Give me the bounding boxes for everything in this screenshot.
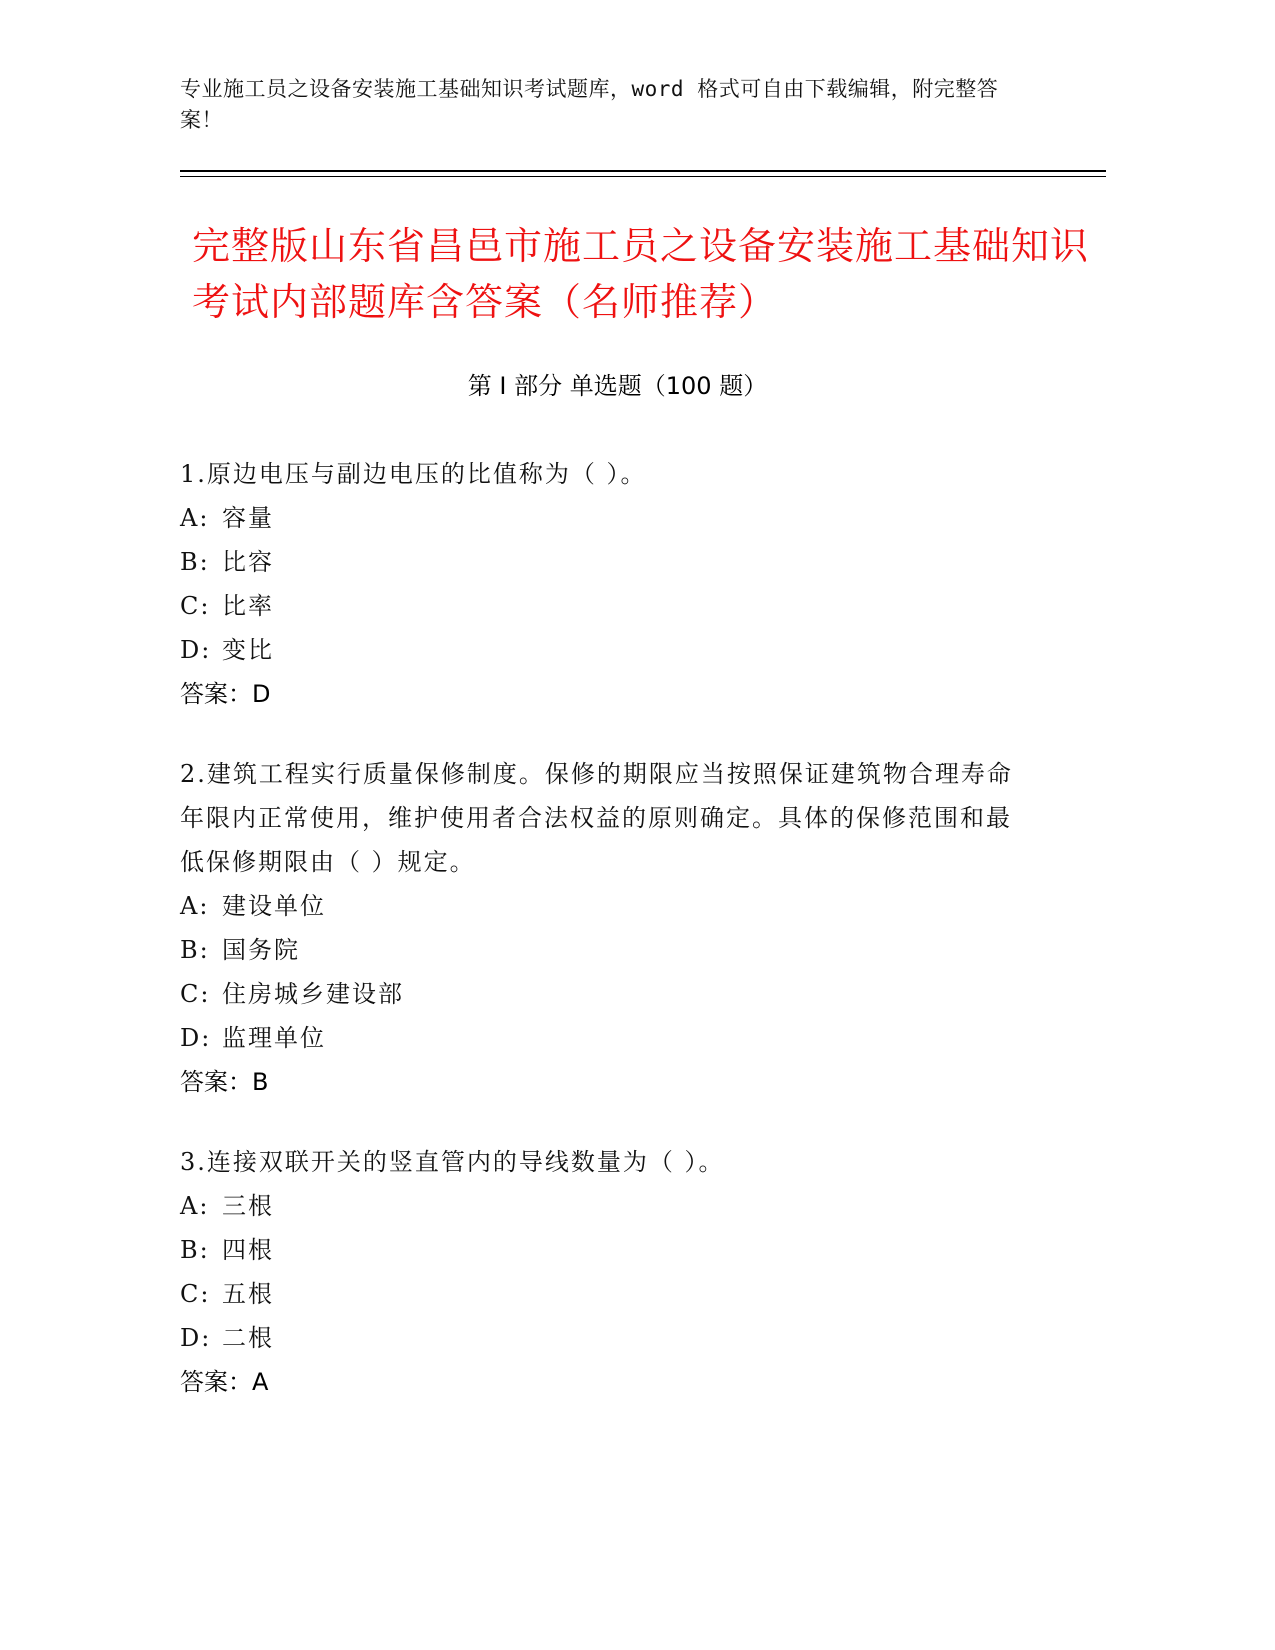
option-text: 四根 xyxy=(222,1236,274,1264)
answer-line: 答案：A xyxy=(180,1368,269,1396)
option-b xyxy=(180,928,1020,972)
option-text: 三根 xyxy=(222,1192,274,1220)
option-c xyxy=(180,972,1020,1016)
option-letter: C: xyxy=(180,980,211,1008)
option-letter: C: xyxy=(180,592,211,620)
option-c xyxy=(180,584,1020,628)
option-text: 国务院 xyxy=(222,936,300,964)
question-stem: 3.连接双联开关的竖直管内的导线数量为（ ）。 xyxy=(180,1148,725,1176)
option-text: 建设单位 xyxy=(222,892,326,920)
option-letter: A: xyxy=(180,1192,210,1220)
option-text: 五根 xyxy=(222,1280,274,1308)
answer-line: 答案：B xyxy=(180,1068,269,1096)
option-text: 住房城乡建设部 xyxy=(222,980,404,1008)
question-3 xyxy=(180,1140,1020,1404)
option-letter: D: xyxy=(180,1024,212,1052)
option-letter: B: xyxy=(180,936,210,964)
question-1 xyxy=(180,452,1020,716)
option-text: 变比 xyxy=(222,636,274,664)
option-b xyxy=(180,1228,1020,1272)
option-letter: A: xyxy=(180,504,210,532)
header-note: 专业施工员之设备安装施工基础知识考试题库，word 格式可自由下载编辑，附完整答案！ xyxy=(180,77,999,132)
option-text: 比容 xyxy=(222,548,274,576)
option-letter: B: xyxy=(180,1236,210,1264)
option-letter: A: xyxy=(180,892,210,920)
question-2 xyxy=(180,752,1020,1104)
option-a xyxy=(180,1184,1020,1228)
header-rule-thick xyxy=(180,170,1106,172)
option-letter: B: xyxy=(180,548,210,576)
document-title: 完整版山东省昌邑市施工员之设备安装施工基础知识考试内部题库含答案（名师推荐） xyxy=(192,224,1090,324)
header-rule-thin xyxy=(180,176,1106,177)
section-title: 第 I 部分 单选题（100 题） xyxy=(467,372,768,400)
answer-line: 答案：D xyxy=(180,680,271,708)
option-d xyxy=(180,1016,1020,1060)
option-letter: C: xyxy=(180,1280,211,1308)
option-text: 二根 xyxy=(222,1324,274,1352)
question-stem: 2.建筑工程实行质量保修制度。保修的期限应当按照保证建筑物合理寿命年限内正常使用，维护使用者合法权益的原则确定。具体的保修范围和最低保修期限由（ ）规定。 xyxy=(180,760,1013,876)
option-b xyxy=(180,540,1020,584)
option-text: 监理单位 xyxy=(222,1024,326,1052)
question-stem: 1.原边电压与副边电压的比值称为（ ）。 xyxy=(180,460,647,488)
option-letter: D: xyxy=(180,636,212,664)
option-a xyxy=(180,884,1020,928)
option-a xyxy=(180,496,1020,540)
option-d xyxy=(180,1316,1020,1360)
option-text: 容量 xyxy=(222,504,274,532)
option-d xyxy=(180,628,1020,672)
option-text: 比率 xyxy=(222,592,274,620)
option-c xyxy=(180,1272,1020,1316)
question-list xyxy=(180,452,1020,1404)
option-letter: D: xyxy=(180,1324,212,1352)
